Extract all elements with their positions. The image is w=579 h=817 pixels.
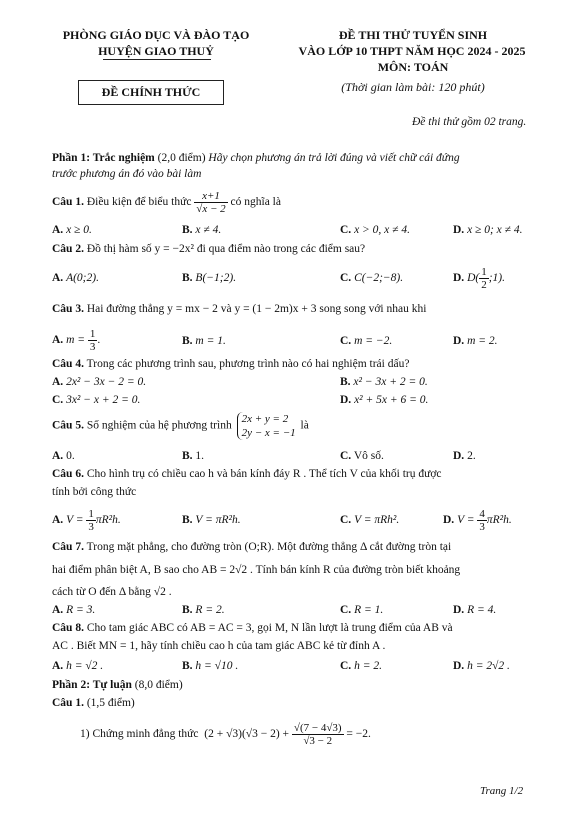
- q5-option-d: [453, 450, 476, 462]
- option-text: x ≥ 0.: [66, 224, 92, 236]
- question-4-text: Trong các phương trình sau, phương trình nào có hai nghiệm trái dấu?: [86, 358, 410, 370]
- question-6-label: Câu 6.: [52, 468, 84, 480]
- option-letter: B.: [182, 335, 193, 347]
- option-letter: D.: [340, 394, 352, 406]
- option-text-post: .: [97, 334, 101, 347]
- option-text-post: πR²h.: [486, 514, 512, 527]
- option-letter: D.: [453, 224, 465, 236]
- equation-system: [237, 412, 296, 440]
- q3-option-d: [453, 335, 498, 347]
- question-5-text: Số nghiệm của hệ phương trình: [86, 419, 232, 432]
- option-text: x² + 5x + 6 = 0.: [354, 394, 429, 406]
- option-text: V = πR²h.: [195, 514, 241, 526]
- option-letter: A.: [52, 660, 64, 672]
- option-letter: C.: [52, 394, 64, 406]
- q5-option-c: [340, 450, 384, 462]
- fraction-denominator: 3: [479, 521, 485, 533]
- q1-option-d: [453, 224, 522, 236]
- q3-option-c: [340, 335, 392, 347]
- option-letter: A.: [52, 334, 64, 347]
- question-1-fraction: [194, 190, 227, 215]
- option-text: h = 2√2 .: [467, 660, 510, 672]
- option-text-post: πR²h.: [95, 514, 121, 527]
- q5-option-a: [52, 450, 75, 462]
- exam-grade-year: VÀO LỚP 10 THPT NĂM HỌC 2024 - 2025: [298, 44, 526, 58]
- option-text: C(−2;−8).: [354, 272, 404, 284]
- option-text: m = −2.: [354, 335, 393, 347]
- option-text: 2.: [467, 450, 476, 462]
- option-letter: D.: [443, 514, 455, 527]
- question-7-label: Câu 7.: [52, 541, 84, 553]
- part1-title: Phần 1: Trắc nghiệm: [52, 152, 155, 164]
- question-7-text-1: Trong mặt phẳng, cho đường tròn (O;R). Một đường thẳng Δ cắt đường tròn tại: [86, 541, 452, 553]
- part2-item-1-text: 1) Chứng minh đẳng thức: [80, 728, 199, 741]
- part2-question-1: [52, 697, 135, 709]
- fraction-denominator: √3 − 2: [303, 735, 333, 747]
- option-letter: A.: [52, 376, 64, 388]
- q2-option-c: [340, 272, 403, 284]
- option-letter: D.: [453, 335, 465, 347]
- option-text-pre: m =: [66, 334, 86, 347]
- option-letter: A.: [52, 604, 64, 616]
- option-text: h = √2 .: [66, 660, 104, 672]
- q2-option-b: [182, 272, 236, 284]
- part2-points: (8,0 điểm): [134, 679, 183, 691]
- option-fraction: [86, 508, 96, 533]
- option-letter: C.: [340, 660, 352, 672]
- question-6-text-1: Cho hình trụ có chiều cao h và bán kính đáy R . Thể tích V của khối trụ được: [86, 468, 442, 480]
- q6-option-d: [443, 508, 512, 533]
- exam-title: ĐỀ THI THỬ TUYỂN SINH: [338, 28, 488, 42]
- option-letter: A.: [52, 514, 64, 527]
- question-3: [52, 303, 426, 315]
- q4-option-c: [52, 394, 140, 406]
- question-1: [52, 190, 281, 215]
- question-1-text: Điều kiện để biểu thức: [86, 196, 192, 209]
- pages-note: Đề thi thử gồm 02 trang.: [412, 116, 527, 128]
- q4-option-d: [340, 394, 428, 406]
- part2-item-1-expression: (2 + √3)(√3 − 2) +: [204, 728, 290, 741]
- question-3-text: Hai đường thẳng y = mx − 2 và y = (1 − 2m)x + 3 song song với nhau khi: [86, 303, 427, 315]
- dept-name: PHÒNG GIÁO DỤC VÀ ĐÀO TẠO: [62, 28, 250, 42]
- option-letter: C.: [340, 272, 352, 284]
- option-text: m = 2.: [467, 335, 498, 347]
- question-3-label: Câu 3.: [52, 303, 84, 315]
- option-text: Vô số.: [353, 450, 384, 462]
- question-5: [52, 412, 309, 440]
- q7-option-c: [340, 604, 383, 616]
- fraction-numerator: 1: [89, 328, 96, 340]
- part1-heading: [52, 152, 460, 164]
- question-4: [52, 358, 409, 370]
- q8-option-b: [182, 660, 238, 672]
- option-text: x > 0, x ≠ 4.: [354, 224, 410, 236]
- option-text: A(0;2).: [66, 272, 99, 284]
- part2-title: Phần 2: Tự luận: [52, 679, 132, 691]
- q6-option-c: [340, 514, 399, 526]
- part1-points: (2,0 điểm): [157, 152, 206, 164]
- q2-option-d: [453, 266, 505, 291]
- option-letter: A.: [52, 450, 64, 462]
- question-6-text-2: tính bởi công thức: [52, 486, 137, 498]
- fraction-denominator: √x − 2: [196, 203, 226, 215]
- option-text-pre: V =: [457, 514, 475, 527]
- q5-option-b: [182, 450, 204, 462]
- q7-option-d: [453, 604, 496, 616]
- option-text: x² − 3x + 2 = 0.: [353, 376, 428, 388]
- fraction-denominator: 3: [88, 521, 94, 533]
- q3-option-a: [52, 328, 100, 353]
- district-name: HUYỆN GIAO THUỶ: [98, 44, 214, 58]
- fraction-denominator: 3: [89, 341, 96, 353]
- question-2-label: Câu 2.: [52, 243, 84, 255]
- q6-option-a: [52, 508, 121, 533]
- question-4-label: Câu 4.: [52, 358, 84, 370]
- part2-question-1-label: Câu 1.: [52, 697, 84, 709]
- option-text-pre: V =: [66, 514, 84, 527]
- q7-option-a: [52, 604, 95, 616]
- option-text: x ≥ 0; x ≠ 4.: [467, 224, 523, 236]
- option-text: V = πRh².: [354, 514, 400, 526]
- q3-option-b: [182, 335, 226, 347]
- question-2: [52, 243, 365, 255]
- option-text: h = 2.: [354, 660, 382, 672]
- official-stamp-box: ĐỀ CHÍNH THỨC: [78, 80, 224, 105]
- q8-option-a: [52, 660, 103, 672]
- option-letter: D.: [453, 272, 465, 285]
- option-letter: C.: [340, 604, 352, 616]
- q4-option-a: [52, 376, 146, 388]
- part1-instruction-2: trước phương án đó vào bài làm: [52, 168, 202, 180]
- fraction-numerator: 1: [481, 266, 487, 278]
- question-8-text-1: Cho tam giác ABC có AB = AC = 3, gọi M, N lần lượt là trung điểm của AB và: [86, 622, 453, 634]
- option-letter: C.: [340, 514, 352, 526]
- question-8-text-2: AC . Biết MN = 1, hãy tính chiều cao h của tam giác ABC kẻ từ đỉnh A .: [52, 640, 386, 652]
- q8-option-d: [453, 660, 510, 672]
- option-text: R = 4.: [467, 604, 497, 616]
- option-letter: A.: [52, 224, 64, 236]
- fraction-numerator: 4: [479, 508, 485, 520]
- option-letter: D.: [453, 660, 465, 672]
- question-1-label: Câu 1.: [52, 196, 84, 209]
- question-7-text-3: cách từ O đến Δ bằng √2 .: [52, 586, 172, 598]
- page-number: Trang 1/2: [480, 785, 524, 797]
- fraction-numerator: √(7 − 4√3): [293, 722, 342, 734]
- part2-item-1-fraction: [292, 722, 344, 747]
- question-5-label: Câu 5.: [52, 419, 84, 432]
- q6-option-b: [182, 514, 241, 526]
- option-text: R = 3.: [66, 604, 96, 616]
- option-letter: D.: [453, 450, 465, 462]
- option-letter: C.: [340, 450, 352, 462]
- equation-1: 2x + y = 2: [241, 413, 289, 425]
- exam-subject: MÔN: TOÁN: [377, 60, 449, 74]
- option-letter: D.: [453, 604, 465, 616]
- question-8-label: Câu 8.: [52, 622, 84, 634]
- option-text: h = √10 .: [195, 660, 239, 672]
- q2-option-a: [52, 272, 99, 284]
- option-text: 3x² − x + 2 = 0.: [66, 394, 141, 406]
- q1-option-b: [182, 224, 221, 236]
- option-text: R = 1.: [354, 604, 384, 616]
- option-letter: B.: [340, 376, 351, 388]
- fraction-numerator: 1: [88, 508, 94, 520]
- part2-heading: [52, 679, 183, 691]
- option-text: 0.: [66, 450, 75, 462]
- question-7-text-2: hai điểm phân biệt A, B sao cho AB = 2√2 . Tính bán kính R của đường tròn biết khoảng: [52, 564, 461, 576]
- option-letter: B.: [182, 272, 193, 284]
- option-letter: B.: [182, 224, 193, 236]
- option-text: 2x² − 3x − 2 = 0.: [66, 376, 147, 388]
- part2-question-1-points: (1,5 điểm): [86, 697, 135, 709]
- fraction-denominator: 2: [481, 279, 487, 291]
- header-underline-left: [103, 59, 211, 60]
- q8-option-c: [340, 660, 382, 672]
- question-5-tail: là: [300, 419, 309, 432]
- question-7: [52, 541, 451, 553]
- question-1-tail: có nghĩa là: [230, 196, 281, 209]
- option-text-pre: D(: [467, 272, 480, 285]
- option-text: B(−1;2).: [195, 272, 237, 284]
- fraction-numerator: x+1: [194, 190, 227, 203]
- question-2-text: Đồ thị hàm số y = −2x² đi qua điểm nào trong các điểm sau?: [86, 243, 366, 255]
- question-8: [52, 622, 453, 634]
- option-letter: B.: [182, 450, 193, 462]
- option-letter: B.: [182, 514, 193, 526]
- q7-option-b: [182, 604, 225, 616]
- option-letter: B.: [182, 604, 193, 616]
- part2-item-1: [80, 722, 371, 747]
- option-text: x ≠ 4.: [195, 224, 222, 236]
- option-letter: C.: [340, 224, 352, 236]
- part2-item-1-result: = −2.: [346, 728, 371, 741]
- q1-option-a: [52, 224, 92, 236]
- option-text: 1.: [195, 450, 205, 462]
- option-text: R = 2.: [195, 604, 225, 616]
- time-note: (Thời gian làm bài: 120 phút): [341, 80, 485, 94]
- option-letter: A.: [52, 272, 64, 284]
- option-letter: C.: [340, 335, 352, 347]
- option-text: m = 1.: [195, 335, 226, 347]
- option-fraction: [479, 266, 489, 291]
- option-letter: B.: [182, 660, 193, 672]
- part1-instruction-1: Hãy chọn phương án trả lời đúng và viết chữ cái đứng: [208, 152, 460, 164]
- q1-option-c: [340, 224, 410, 236]
- option-text-post: ;1).: [488, 272, 505, 285]
- q4-option-b: [340, 376, 428, 388]
- option-fraction: [477, 508, 487, 533]
- option-fraction: [88, 328, 101, 353]
- question-6: [52, 468, 442, 480]
- equation-2: 2y − x = −1: [241, 427, 296, 439]
